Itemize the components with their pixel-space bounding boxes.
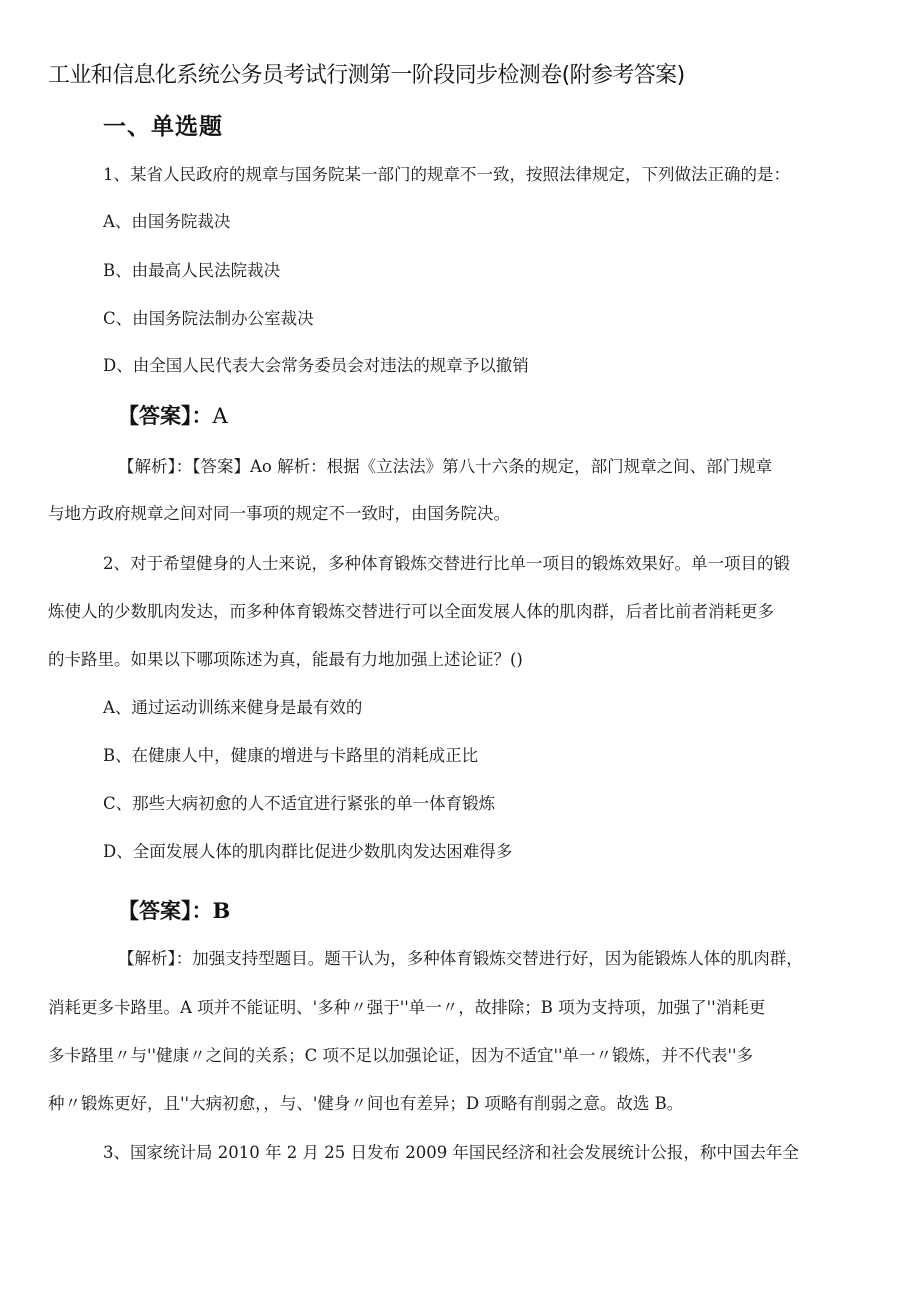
q1-answer [118, 400, 228, 430]
question-2-stem-line-2: 炼使人的少数肌肉发达，而多种体育锻炼交替进行可以全面发展人体的肌肉群，后者比前者消耗更多 [48, 602, 774, 621]
document-title: 工业和信息化系统公务员考试行测第一阶段同步检测卷(附参考答案) [48, 63, 685, 88]
question-1-stem: 1、某省人民政府的规章与国务院某一部门的规章不一致，按照法律规定，下列做法正确的是： [103, 165, 790, 184]
q1-analysis-line-1: 【解析】：【答案】Ao 解析：根据《立法法》第八十六条的规定，部门规章之间、部门规章 [118, 457, 773, 476]
answer-value: B [212, 898, 231, 923]
answer-label: 【答案】： [118, 404, 213, 428]
q1-analysis-line-2: 与地方政府规章之间对同一事项的规定不一致时，由国务院决。 [48, 504, 510, 523]
q2-option-a: A、通过运动训练来健身是最有效的 [103, 698, 363, 717]
answer-label: 【答案】： [118, 899, 213, 923]
question-2-stem-line-3: 的卡路里。如果以下哪项陈述为真，能最有力地加强上述论证？() [48, 650, 523, 669]
q2-answer [118, 895, 230, 925]
q1-option-d: D、由全国人民代表大会常务委员会对违法的规章予以撤销 [103, 356, 529, 375]
q1-option-a: A、由国务院裁决 [103, 212, 231, 231]
q2-analysis-line-4: 种〃锻炼更好，且''大病初愈，，与、'健身〃间也有差异；D 项略有削弱之意。故选 B。 [48, 1094, 684, 1113]
q2-option-c: C、那些大病初愈的人不适宜进行紧张的单一体育锻炼 [103, 794, 496, 813]
answer-value: A [212, 404, 228, 428]
q2-analysis-line-2: 消耗更多卡路里。A 项并不能证明、'多种〃强于''单一〃，故排除；B 项为支持项，加强了''消耗更 [48, 998, 766, 1017]
section-heading: 一、单选题 [103, 114, 223, 140]
q2-option-b: B、在健康人中，健康的增进与卡路里的消耗成正比 [103, 746, 479, 765]
q2-option-d: D、全面发展人体的肌肉群比促进少数肌肉发达困难得多 [103, 842, 513, 861]
q2-analysis-line-3: 多卡路里〃与''健康〃之间的关系；C 项不足以加强论证，因为不适宜''单一〃锻炼，并不代表''多 [48, 1046, 754, 1065]
q1-option-c: C、由国务院法制办公室裁决 [103, 309, 314, 328]
q1-option-b: B、由最高人民法院裁决 [103, 261, 281, 280]
q2-analysis-line-1: 【解析】：加强支持型题目。题干认为，多种体育锻炼交替进行好，因为能锻炼人体的肌肉群， [118, 949, 803, 968]
question-2-stem-line-1: 2、对于希望健身的人士来说，多种体育锻炼交替进行比单一项目的锻炼效果好。单一项目的锻 [103, 554, 790, 573]
question-3-stem-line-1: 3、国家统计局 2010 年 2 月 25 日发布 2009 年国民经济和社会发展统计公报，称中国去年全 [103, 1143, 799, 1162]
